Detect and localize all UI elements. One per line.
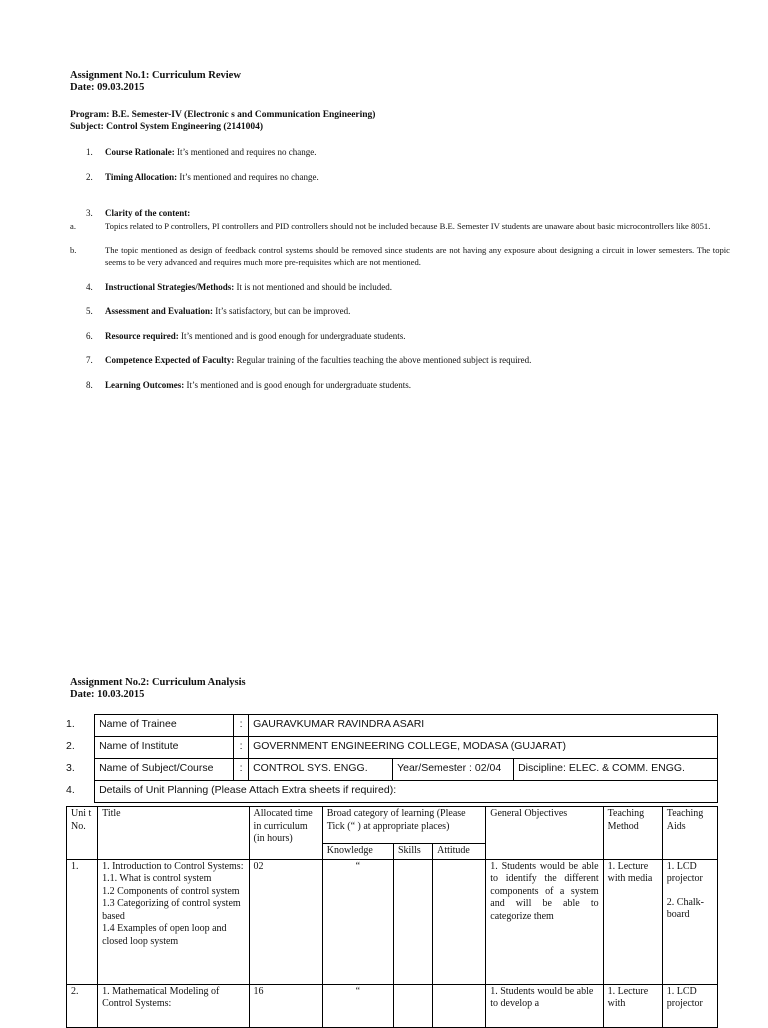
table-row [94, 759, 718, 781]
item-number: 1. [86, 147, 93, 157]
info-separator: : [234, 737, 249, 759]
assignment1-date: Date: 09.03.2015 [70, 82, 145, 93]
item-label: Learning Outcomes: [105, 380, 185, 390]
header-allocated-time: Allocated time in curriculum (in hours) [249, 807, 322, 860]
clarity-point [70, 244, 730, 268]
point-letter: b. [70, 245, 77, 255]
discipline: Discipline: ELEC. & COMM. ENGG. [514, 759, 718, 781]
item-label: Competence Expected of Faculty: [105, 355, 235, 365]
item-label: Instructional Strategies/Methods: [105, 282, 235, 292]
teaching-method: 1. Lecture with media [603, 859, 662, 984]
point-letter: a. [70, 221, 76, 231]
program-line: Program: B.E. Semester-IV (Electronic s and Communication Engineering) [70, 110, 376, 120]
info-label: Name of Institute [95, 737, 234, 759]
info-value: GAURAVKUMAR RAVINDRA ASARI [249, 715, 718, 737]
skills-cell [393, 984, 432, 1027]
table-row [67, 984, 718, 1027]
trainee-info-table [66, 714, 718, 803]
title-line: 1.3 Categorizing of control system based [102, 898, 241, 922]
review-item [86, 146, 726, 158]
info-separator: : [234, 759, 249, 781]
aid-item: 1. LCD projector [666, 860, 703, 884]
title-line: 1.2 Components of control system [102, 885, 240, 897]
point-text: Topics related to P controllers, PI controllers and PID controllers should not be included because B.E. Semester IV students are unaware about basic microcontrollers like 8051. [105, 221, 711, 231]
table-header-row [67, 807, 718, 844]
item-text: It is not mentioned and should be included. [234, 282, 392, 292]
info-label: Name of Subject/Course [95, 759, 234, 781]
unit-planning-table [66, 806, 718, 1028]
year-semester: Year/Semester : 02/04 [393, 759, 514, 781]
header-general-objectives: General Objectives [486, 807, 603, 860]
assignment1-title: Assignment No.1: Curriculum Review [70, 70, 241, 81]
review-item [86, 281, 726, 293]
knowledge-tick: “ [322, 984, 393, 1027]
item-number: 3. [86, 208, 93, 218]
table-row [94, 715, 718, 737]
point-text: The topic mentioned as design of feedback control systems should be removed since students are not having any exposure about designing a circuit in lower semesters. The topic seems to be very advanced and requires much more pre-requisites which are not mentioned. [105, 245, 730, 267]
header-teaching-method: Teaching Method [603, 807, 662, 860]
general-objective: 1. Students would be able to identify the different components of a system and will be able to categorize them [486, 859, 603, 984]
header-attitude: Attitude [433, 844, 486, 860]
attitude-cell [433, 859, 486, 984]
info-separator: : [234, 715, 249, 737]
item-text: It’s satisfactory, but can be improved. [213, 306, 351, 316]
title-line: 1.1. What is control system [102, 873, 212, 884]
clarity-point [70, 220, 730, 232]
item-text: It’s mentioned and requires no change. [174, 147, 317, 157]
header-broad-category: Broad category of learning (Please Tick (“ ) at appropriate places) [322, 807, 485, 844]
item-number: 5. [86, 306, 93, 316]
review-item [86, 207, 726, 219]
item-number: 6. [86, 331, 93, 341]
teaching-method: 1. Lecture with [603, 984, 662, 1027]
row-number: 3. [66, 761, 75, 774]
item-number: 8. [86, 380, 93, 390]
header-title: Title [98, 807, 249, 860]
item-number: 4. [86, 282, 93, 292]
general-objective: 1. Students would be able to develop a [486, 984, 603, 1027]
unit-number: 2. [67, 984, 98, 1027]
teaching-aids [662, 984, 717, 1027]
header-skills: Skills [393, 844, 432, 860]
info-label: Name of Trainee [95, 715, 234, 737]
title-line: 1.4 Examples of open loop and closed loop system [102, 923, 227, 947]
item-label: Timing Allocation: [105, 172, 178, 182]
item-number: 2. [86, 172, 93, 182]
table-row [94, 781, 718, 803]
header-teaching-aids: Teaching Aids [662, 807, 717, 860]
title-line: 1. Introduction to Control Systems: [102, 860, 244, 872]
item-label: Assessment and Evaluation: [105, 306, 214, 316]
review-item [86, 330, 726, 342]
item-label: Course Rationale: [105, 147, 175, 157]
allocated-hours: 16 [249, 984, 322, 1027]
header-knowledge: Knowledge [322, 844, 393, 860]
subject-line: Subject: Control System Engineering (2141004) [70, 122, 263, 132]
skills-cell [393, 859, 432, 984]
header-unit-no: Uni t No. [67, 807, 98, 860]
title-line: 1. Mathematical Modeling of Control Systems: [102, 985, 220, 1009]
item-number: 7. [86, 355, 93, 365]
aid-item: 2. Chalk-board [666, 896, 704, 920]
unit-title [98, 859, 249, 984]
row-number: 1. [66, 717, 75, 730]
review-item [86, 171, 726, 183]
attitude-cell [433, 984, 486, 1027]
unit-number: 1. [67, 859, 98, 984]
review-item [86, 305, 726, 317]
item-label: Clarity of the content: [105, 208, 191, 218]
knowledge-tick: “ [322, 859, 393, 984]
table-row [94, 737, 718, 759]
aid-item: 1. LCD projector [666, 985, 703, 1009]
info-value: GOVERNMENT ENGINEERING COLLEGE, MODASA (GUJARAT) [249, 737, 718, 759]
review-item [86, 354, 726, 366]
unit-planning-label: Details of Unit Planning (Please Attach Extra sheets if required): [95, 781, 718, 803]
assignment2-title: Assignment No.2: Curriculum Analysis [70, 677, 246, 688]
info-value: CONTROL SYS. ENGG. [249, 759, 393, 781]
assignment2-date: Date: 10.03.2015 [70, 689, 145, 700]
row-number: 2. [66, 739, 75, 752]
teaching-aids [662, 859, 717, 984]
review-item [86, 379, 726, 391]
unit-title [98, 984, 249, 1027]
allocated-hours: 02 [249, 859, 322, 984]
item-text: It’s mentioned and is good enough for undergraduate students. [178, 331, 406, 341]
item-text: It’s mentioned and requires no change. [177, 172, 319, 182]
table-row [67, 859, 718, 984]
item-text: Regular training of the faculties teaching the above mentioned subject is required. [234, 355, 532, 365]
row-number: 4. [66, 783, 75, 796]
item-label: Resource required: [105, 331, 179, 341]
item-text: It’s mentioned and is good enough for undergraduate students. [184, 380, 412, 390]
